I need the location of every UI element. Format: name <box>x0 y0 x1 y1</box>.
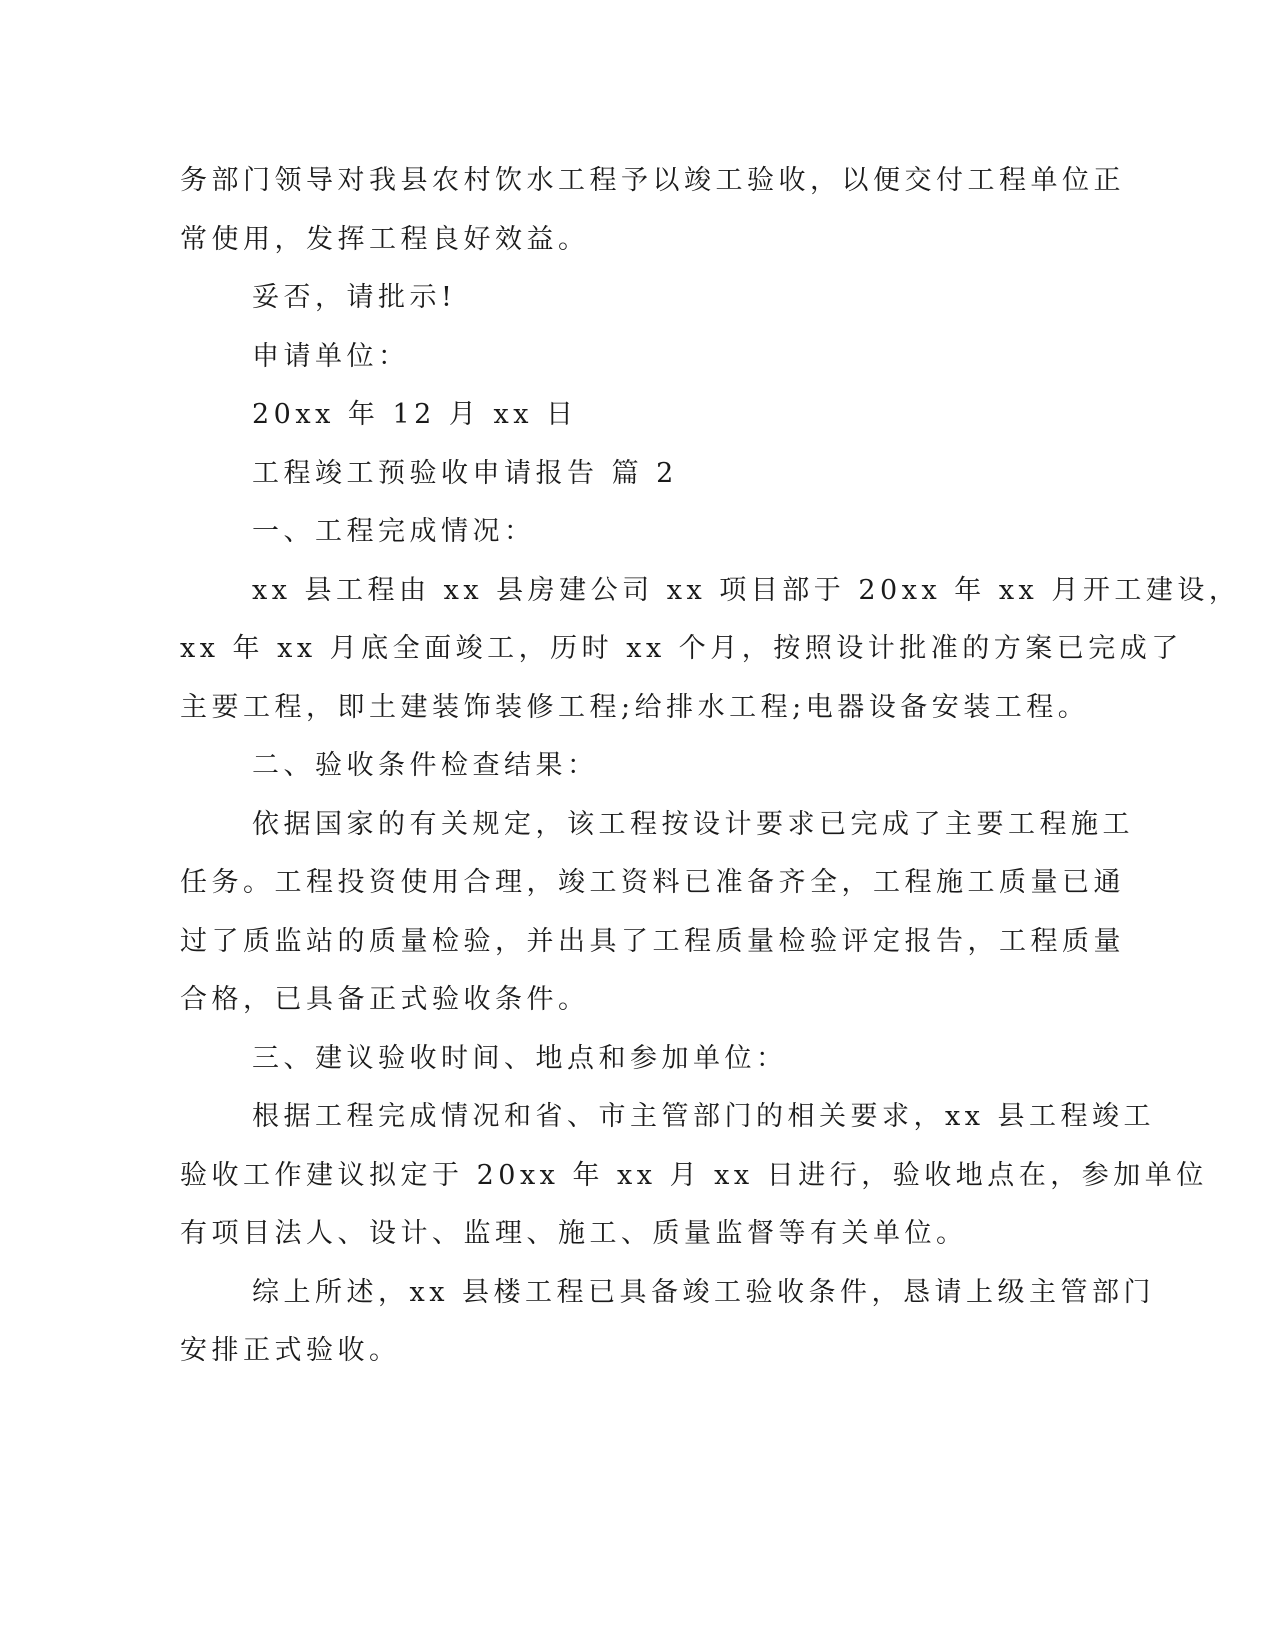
text-line: 过了质监站的质量检验，并出具了工程质量检验评定报告，工程质量 <box>180 925 1125 957</box>
text-line: 安排正式验收。 <box>180 1335 401 1366</box>
text-line: xx 县工程由 xx 县房建公司 xx 项目部于 20xx 年 xx 月开工建设， <box>252 574 1241 606</box>
text-line: 常使用，发挥工程良好效益。 <box>180 223 590 255</box>
heading-proposed-schedule: 三、建议验收时间、地点和参加单位： <box>252 1042 788 1074</box>
text-line: 主要工程，即土建装饰装修工程;给排水工程;电器设备安装工程。 <box>180 691 1090 723</box>
text-line: xx 年 xx 月底全面竣工，历时 xx 个月，按照设计批准的方案已完成了 <box>180 633 1183 664</box>
text-line: 依据国家的有关规定，该工程按设计要求已完成了主要工程施工 <box>252 808 1134 840</box>
text-line: 验收工作建议拟定于 20xx 年 xx 月 xx 日进行，验收地点在，参加单位 <box>180 1159 1208 1191</box>
applicant-label: 申请单位： <box>252 340 410 372</box>
heading-completion-status: 一、工程完成情况： <box>252 516 536 547</box>
text-line: 根据工程完成情况和省、市主管部门的相关要求，xx 县工程竣工 <box>252 1101 1156 1132</box>
heading-inspection-results: 二、验收条件检查结果： <box>252 750 599 781</box>
document-body <box>180 152 1241 1381</box>
closing-request: 妥否，请批示! <box>252 282 457 313</box>
text-line: 任务。工程投资使用合理，竣工资料已准备齐全，工程施工质量已通 <box>180 867 1125 898</box>
text-line: 有项目法人、设计、监理、施工、质量监督等有关单位。 <box>180 1218 968 1249</box>
text-line: 综上所述，xx 县楼工程已具备竣工验收条件，恳请上级主管部门 <box>252 1276 1156 1308</box>
text-line: 务部门领导对我县农村饮水工程予以竣工验收，以便交付工程单位正 <box>180 165 1125 196</box>
section-title: 工程竣工预验收申请报告 篇 2 <box>252 457 678 489</box>
date-line: 20xx 年 12 月 xx 日 <box>252 399 578 430</box>
text-line: 合格，已具备正式验收条件。 <box>180 984 590 1015</box>
